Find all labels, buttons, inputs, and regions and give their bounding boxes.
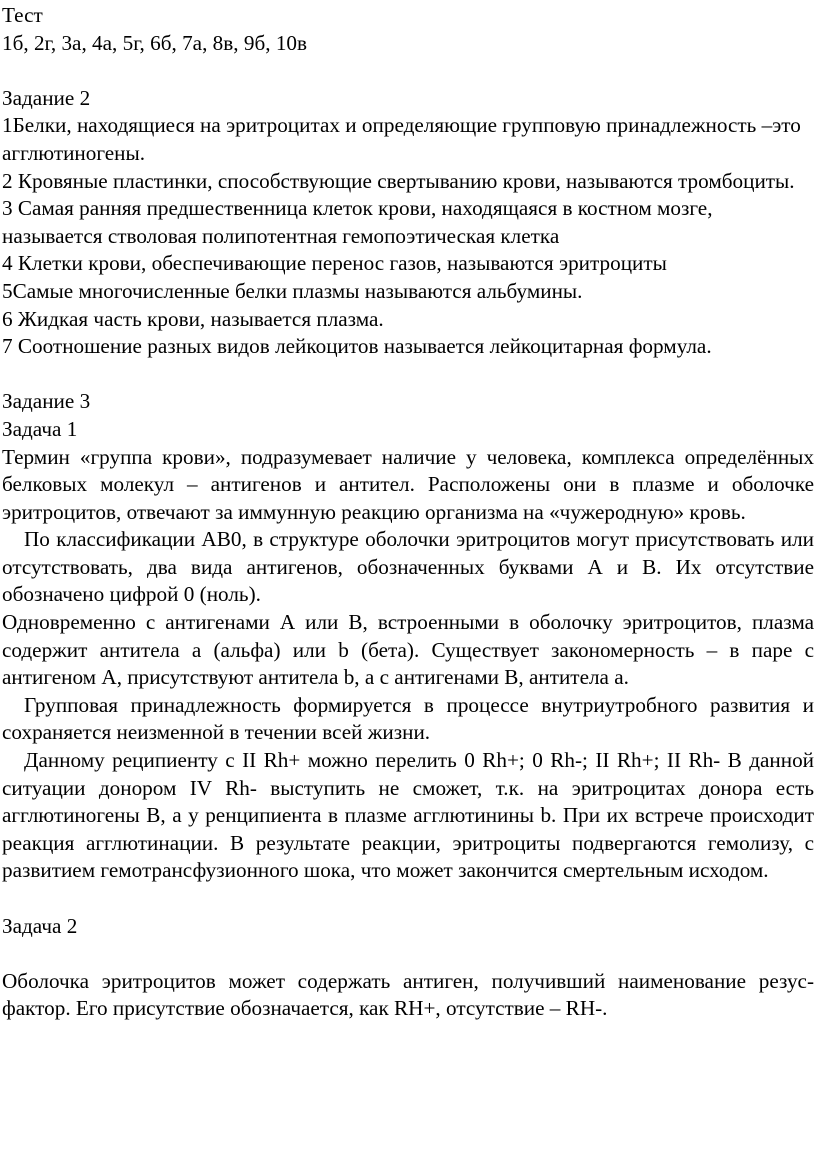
problem1-paragraph-3: Одновременно с антигенами А или В, встроенными в оболочку эритроцитов, плазма содержит антитела a (альфа) или b (бета). Существует закономерность – в паре с антигеном А, присутствуют антитела b, а с антигенами В, антитела a. (2, 610, 814, 690)
blank-line (2, 361, 816, 389)
task2-item-6: 6 Жидкая часть крови, называется плазма. (2, 306, 384, 331)
task2-item-5: 5Самые многочисленные белки плазмы называются альбумины. (2, 278, 583, 303)
problem2-paragraph-1: Оболочка эритроцитов может содержать антиген, получивший наименование резус-фактор. Его присутствие обозначается, как RH+, отсутствие – RH-. (2, 968, 814, 1021)
task2-item-2: 2 Кровяные пластинки, способствующие свертыванию крови, называются тромбоциты. (2, 168, 795, 193)
test-heading: Тест (2, 3, 43, 27)
blank-line (2, 885, 816, 913)
problem1-paragraph-1: Термин «группа крови», подразумевает наличие у человека, комплекса определённых белковых молекул – антигенов и антител. Расположены они в плазме и оболочке эритроцитов, отвечают за иммунную реакцию организма на «чужеродную» кровь. (2, 444, 814, 524)
task2-item-7: 7 Соотношение разных видов лейкоцитов называется лейкоцитарная формула. (2, 334, 712, 359)
task3-heading: Задание 3 (2, 389, 91, 414)
task2-heading: Задание 2 (2, 85, 91, 110)
test-answers: 1б, 2г, 3а, 4а, 5г, 6б, 7а, 8в, 9б, 10в (2, 30, 308, 55)
blank-line (2, 57, 816, 85)
task2-item-3: 3 Самая ранняя предшественница клеток крови, находящаяся в костном мозге, называется стволовая полипотентная гемопоэтическая клетка (2, 196, 713, 248)
task2-item-1: 1Белки, находящиеся на эритроцитах и определяющие групповую принадлежность –это агглютиногены. (2, 113, 801, 165)
problem1-paragraph-2: По классификации АВ0, в структуре оболочки эритроцитов могут присутствовать или отсутствовать, два вида антигенов, обозначенных буквами А и В. Их отсутствие обозначено цифрой 0 (ноль). (2, 527, 814, 607)
problem1-paragraph-5: Данному реципиенту с II Rh+ можно перелить 0 Rh+; 0 Rh-; II Rh+; II Rh- В данной ситуации донором IV Rh- выступить не сможет, т.к. на эритроцитах донора есть агглютиногены В, а у ренципиента в плазме агглютинины b. При их встрече происходит реакция агглютинации. В результате реакции, эритроциты подвергаются гемолизу, с развитием гемотрансфузионного шока, что может закончится смертельным исходом. (2, 748, 814, 883)
problem1-paragraph-4: Групповая принадлежность формируется в процессе внутриутробного развития и сохраняется неизменной в течении всей жизни. (2, 692, 814, 745)
blank-line (2, 940, 816, 968)
problem1-heading: Задача 1 (2, 416, 78, 441)
problem2-heading: Задача 2 (2, 913, 78, 938)
task2-item-4: 4 Клетки крови, обеспечивающие перенос газов, называются эритроциты (2, 251, 667, 276)
